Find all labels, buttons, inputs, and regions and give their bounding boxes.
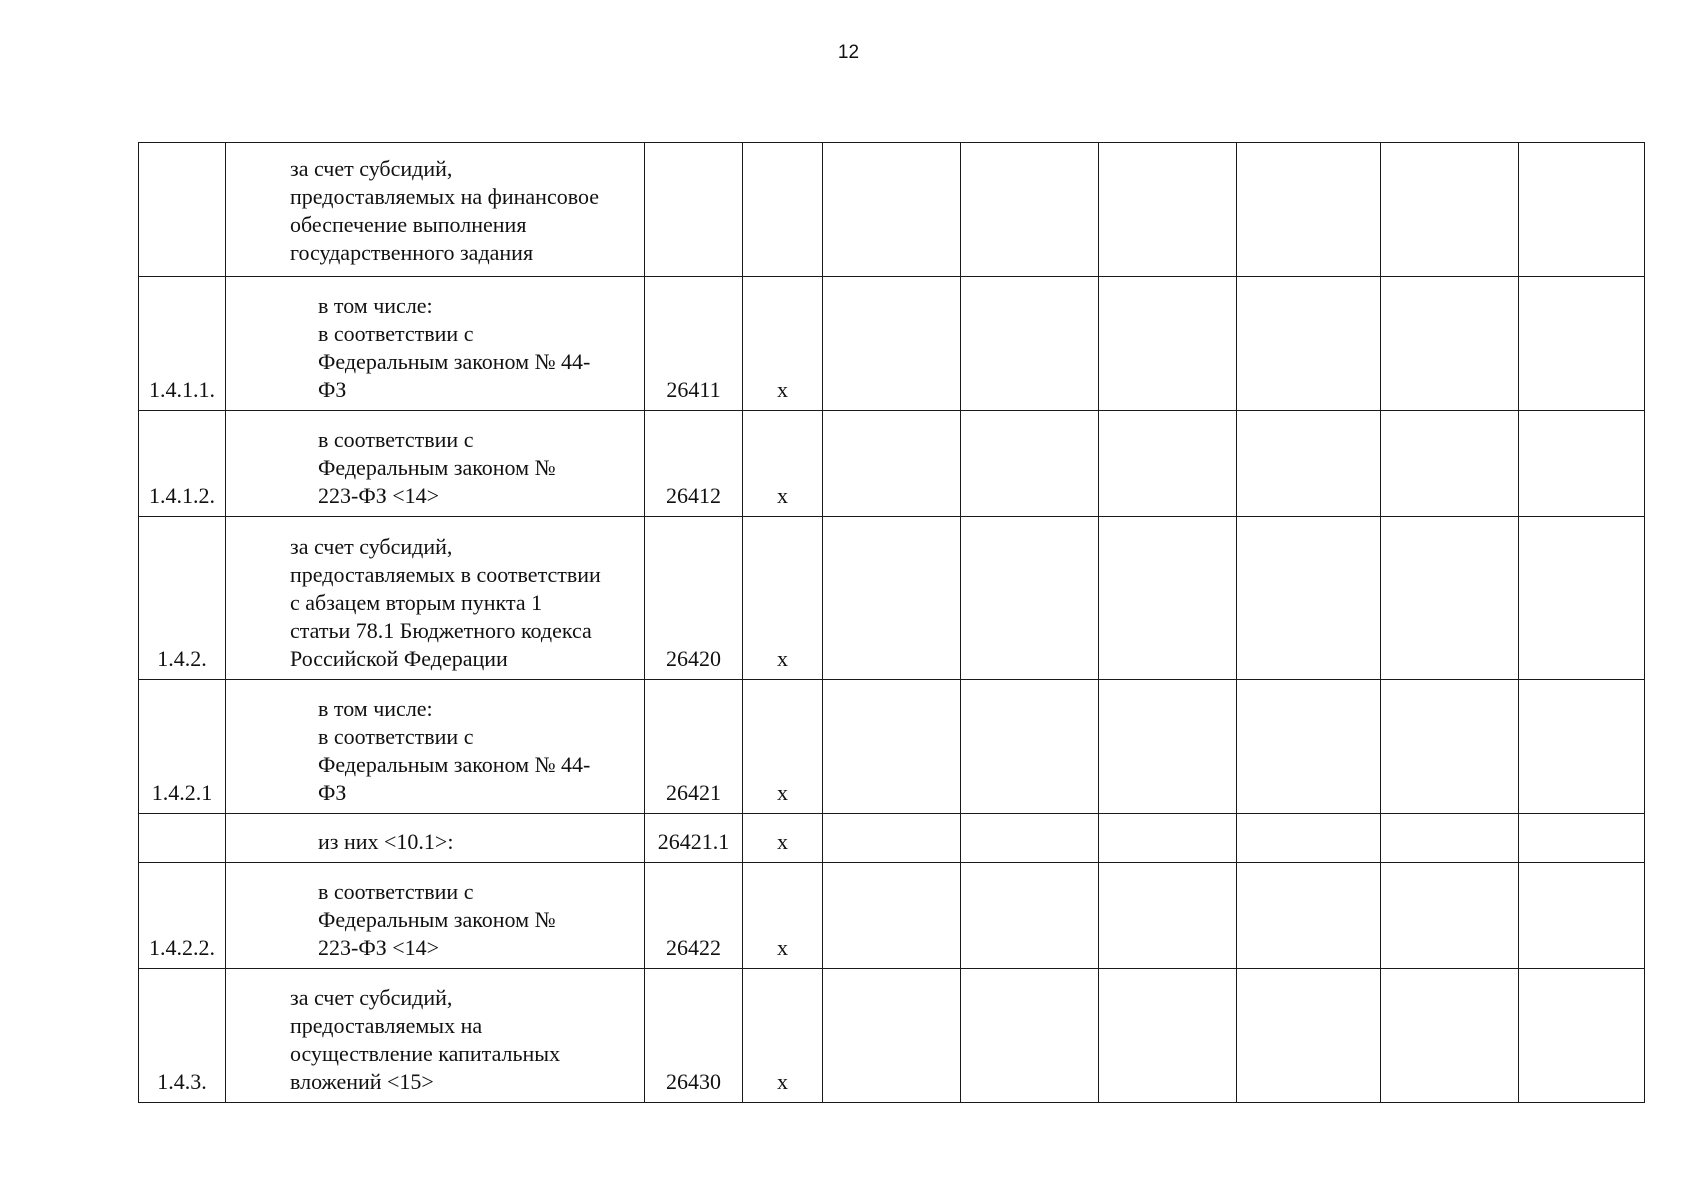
row-label-cell	[226, 411, 645, 517]
empty-cell	[1237, 863, 1381, 969]
empty-cell	[1237, 517, 1381, 680]
row-label-line: за счет субсидий,	[290, 534, 453, 559]
empty-cell	[1381, 277, 1519, 411]
empty-cell	[1519, 680, 1645, 814]
empty-cell	[1519, 411, 1645, 517]
empty-cell	[823, 863, 961, 969]
table-row	[139, 680, 1645, 814]
row-code-cell	[645, 143, 743, 277]
table-row	[139, 411, 1645, 517]
empty-cell	[1519, 517, 1645, 680]
empty-cell	[1381, 863, 1519, 969]
row-label-line: Федеральным законом № 44-	[318, 752, 591, 777]
table-row	[139, 277, 1645, 411]
row-label-line: Федеральным законом №	[318, 455, 556, 480]
row-label-line: в соответствии с	[318, 724, 474, 749]
empty-cell	[823, 411, 961, 517]
row-label-cell	[226, 863, 645, 969]
row-label-line: в соответствии с	[318, 321, 474, 346]
empty-cell	[1099, 680, 1237, 814]
empty-cell	[823, 814, 961, 863]
empty-cell	[1099, 814, 1237, 863]
empty-cell	[1099, 969, 1237, 1103]
empty-cell	[961, 863, 1099, 969]
empty-cell	[823, 143, 961, 277]
row-label-line: в том числе:	[318, 696, 433, 721]
row-number-cell	[139, 814, 226, 863]
row-label-cell	[226, 277, 645, 411]
empty-cell	[1237, 411, 1381, 517]
row-code-cell: 26411	[645, 277, 743, 411]
table-row	[139, 863, 1645, 969]
empty-cell	[961, 277, 1099, 411]
table-row	[139, 969, 1645, 1103]
row-label-line: ФЗ	[318, 377, 347, 402]
row-label-line: обеспечение выполнения	[290, 212, 527, 237]
empty-cell	[1237, 680, 1381, 814]
row-code-cell: 26422	[645, 863, 743, 969]
table-row	[139, 517, 1645, 680]
row-label-line: Российской Федерации	[290, 646, 508, 671]
row-label-line: в том числе:	[318, 293, 433, 318]
row-mark-cell: x	[743, 277, 823, 411]
row-mark-cell: x	[743, 680, 823, 814]
row-label-line: Федеральным законом №	[318, 907, 556, 932]
row-mark-cell: x	[743, 517, 823, 680]
row-label-line: предоставляемых на финансовое	[290, 184, 599, 209]
empty-cell	[823, 517, 961, 680]
empty-cell	[823, 277, 961, 411]
row-mark-cell: x	[743, 814, 823, 863]
empty-cell	[1099, 517, 1237, 680]
row-label-line: 223-ФЗ <14>	[318, 483, 440, 508]
empty-cell	[1519, 143, 1645, 277]
row-mark-cell	[743, 143, 823, 277]
row-number-cell: 1.4.1.2.	[139, 411, 226, 517]
empty-cell	[961, 411, 1099, 517]
row-label-cell	[226, 143, 645, 277]
row-number-cell: 1.4.3.	[139, 969, 226, 1103]
row-code-cell: 26421	[645, 680, 743, 814]
row-label-line: за счет субсидий,	[290, 156, 453, 181]
empty-cell	[961, 969, 1099, 1103]
row-label-line: статьи 78.1 Бюджетного кодекса	[290, 618, 592, 643]
table-row	[139, 143, 1645, 277]
empty-cell	[1381, 680, 1519, 814]
row-label-line: из них <10.1>:	[318, 829, 454, 854]
row-mark-cell: x	[743, 969, 823, 1103]
empty-cell	[1381, 411, 1519, 517]
row-code-cell: 26421.1	[645, 814, 743, 863]
row-label-line: с абзацем вторым пункта 1	[290, 590, 543, 615]
empty-cell	[1099, 143, 1237, 277]
row-label-cell	[226, 680, 645, 814]
empty-cell	[1519, 969, 1645, 1103]
empty-cell	[1237, 969, 1381, 1103]
table-row	[139, 814, 1645, 863]
row-mark-cell: x	[743, 863, 823, 969]
empty-cell	[1381, 969, 1519, 1103]
empty-cell	[1237, 277, 1381, 411]
empty-cell	[1237, 143, 1381, 277]
empty-cell	[961, 517, 1099, 680]
row-label-line: государственного задания	[290, 240, 534, 265]
empty-cell	[823, 680, 961, 814]
row-label-line: осуществление капитальных	[290, 1041, 561, 1066]
row-label-line: Федеральным законом № 44-	[318, 349, 591, 374]
row-label-line: в соответствии с	[318, 879, 474, 904]
empty-cell	[1099, 863, 1237, 969]
row-label-line: 223-ФЗ <14>	[318, 935, 440, 960]
empty-cell	[1237, 814, 1381, 863]
row-code-cell: 26412	[645, 411, 743, 517]
row-label-line: предоставляемых на	[290, 1013, 483, 1038]
row-label-line: за счет субсидий,	[290, 985, 453, 1010]
row-number-cell	[139, 143, 226, 277]
row-number-cell: 1.4.2.	[139, 517, 226, 680]
empty-cell	[1519, 863, 1645, 969]
row-mark-cell: x	[743, 411, 823, 517]
empty-cell	[1099, 411, 1237, 517]
empty-cell	[823, 969, 961, 1103]
row-label-line: в соответствии с	[318, 427, 474, 452]
row-label-cell	[226, 517, 645, 680]
row-label-line: ФЗ	[318, 780, 347, 805]
empty-cell	[1381, 814, 1519, 863]
empty-cell	[1519, 814, 1645, 863]
empty-cell	[1381, 517, 1519, 680]
empty-cell	[961, 680, 1099, 814]
row-label-cell	[226, 814, 645, 863]
empty-cell	[1099, 277, 1237, 411]
empty-cell	[1381, 143, 1519, 277]
row-code-cell: 26420	[645, 517, 743, 680]
row-number-cell: 1.4.2.1	[139, 680, 226, 814]
row-label-cell	[226, 969, 645, 1103]
empty-cell	[961, 814, 1099, 863]
empty-cell	[1519, 277, 1645, 411]
row-number-cell: 1.4.2.2.	[139, 863, 226, 969]
row-label-line: предоставляемых в соответствии	[290, 562, 601, 587]
empty-cell	[961, 143, 1099, 277]
row-number-cell: 1.4.1.1.	[139, 277, 226, 411]
report-table	[138, 142, 1645, 1103]
row-label-line: вложений <15>	[290, 1069, 434, 1094]
row-code-cell: 26430	[645, 969, 743, 1103]
page-number: 12	[837, 42, 860, 63]
